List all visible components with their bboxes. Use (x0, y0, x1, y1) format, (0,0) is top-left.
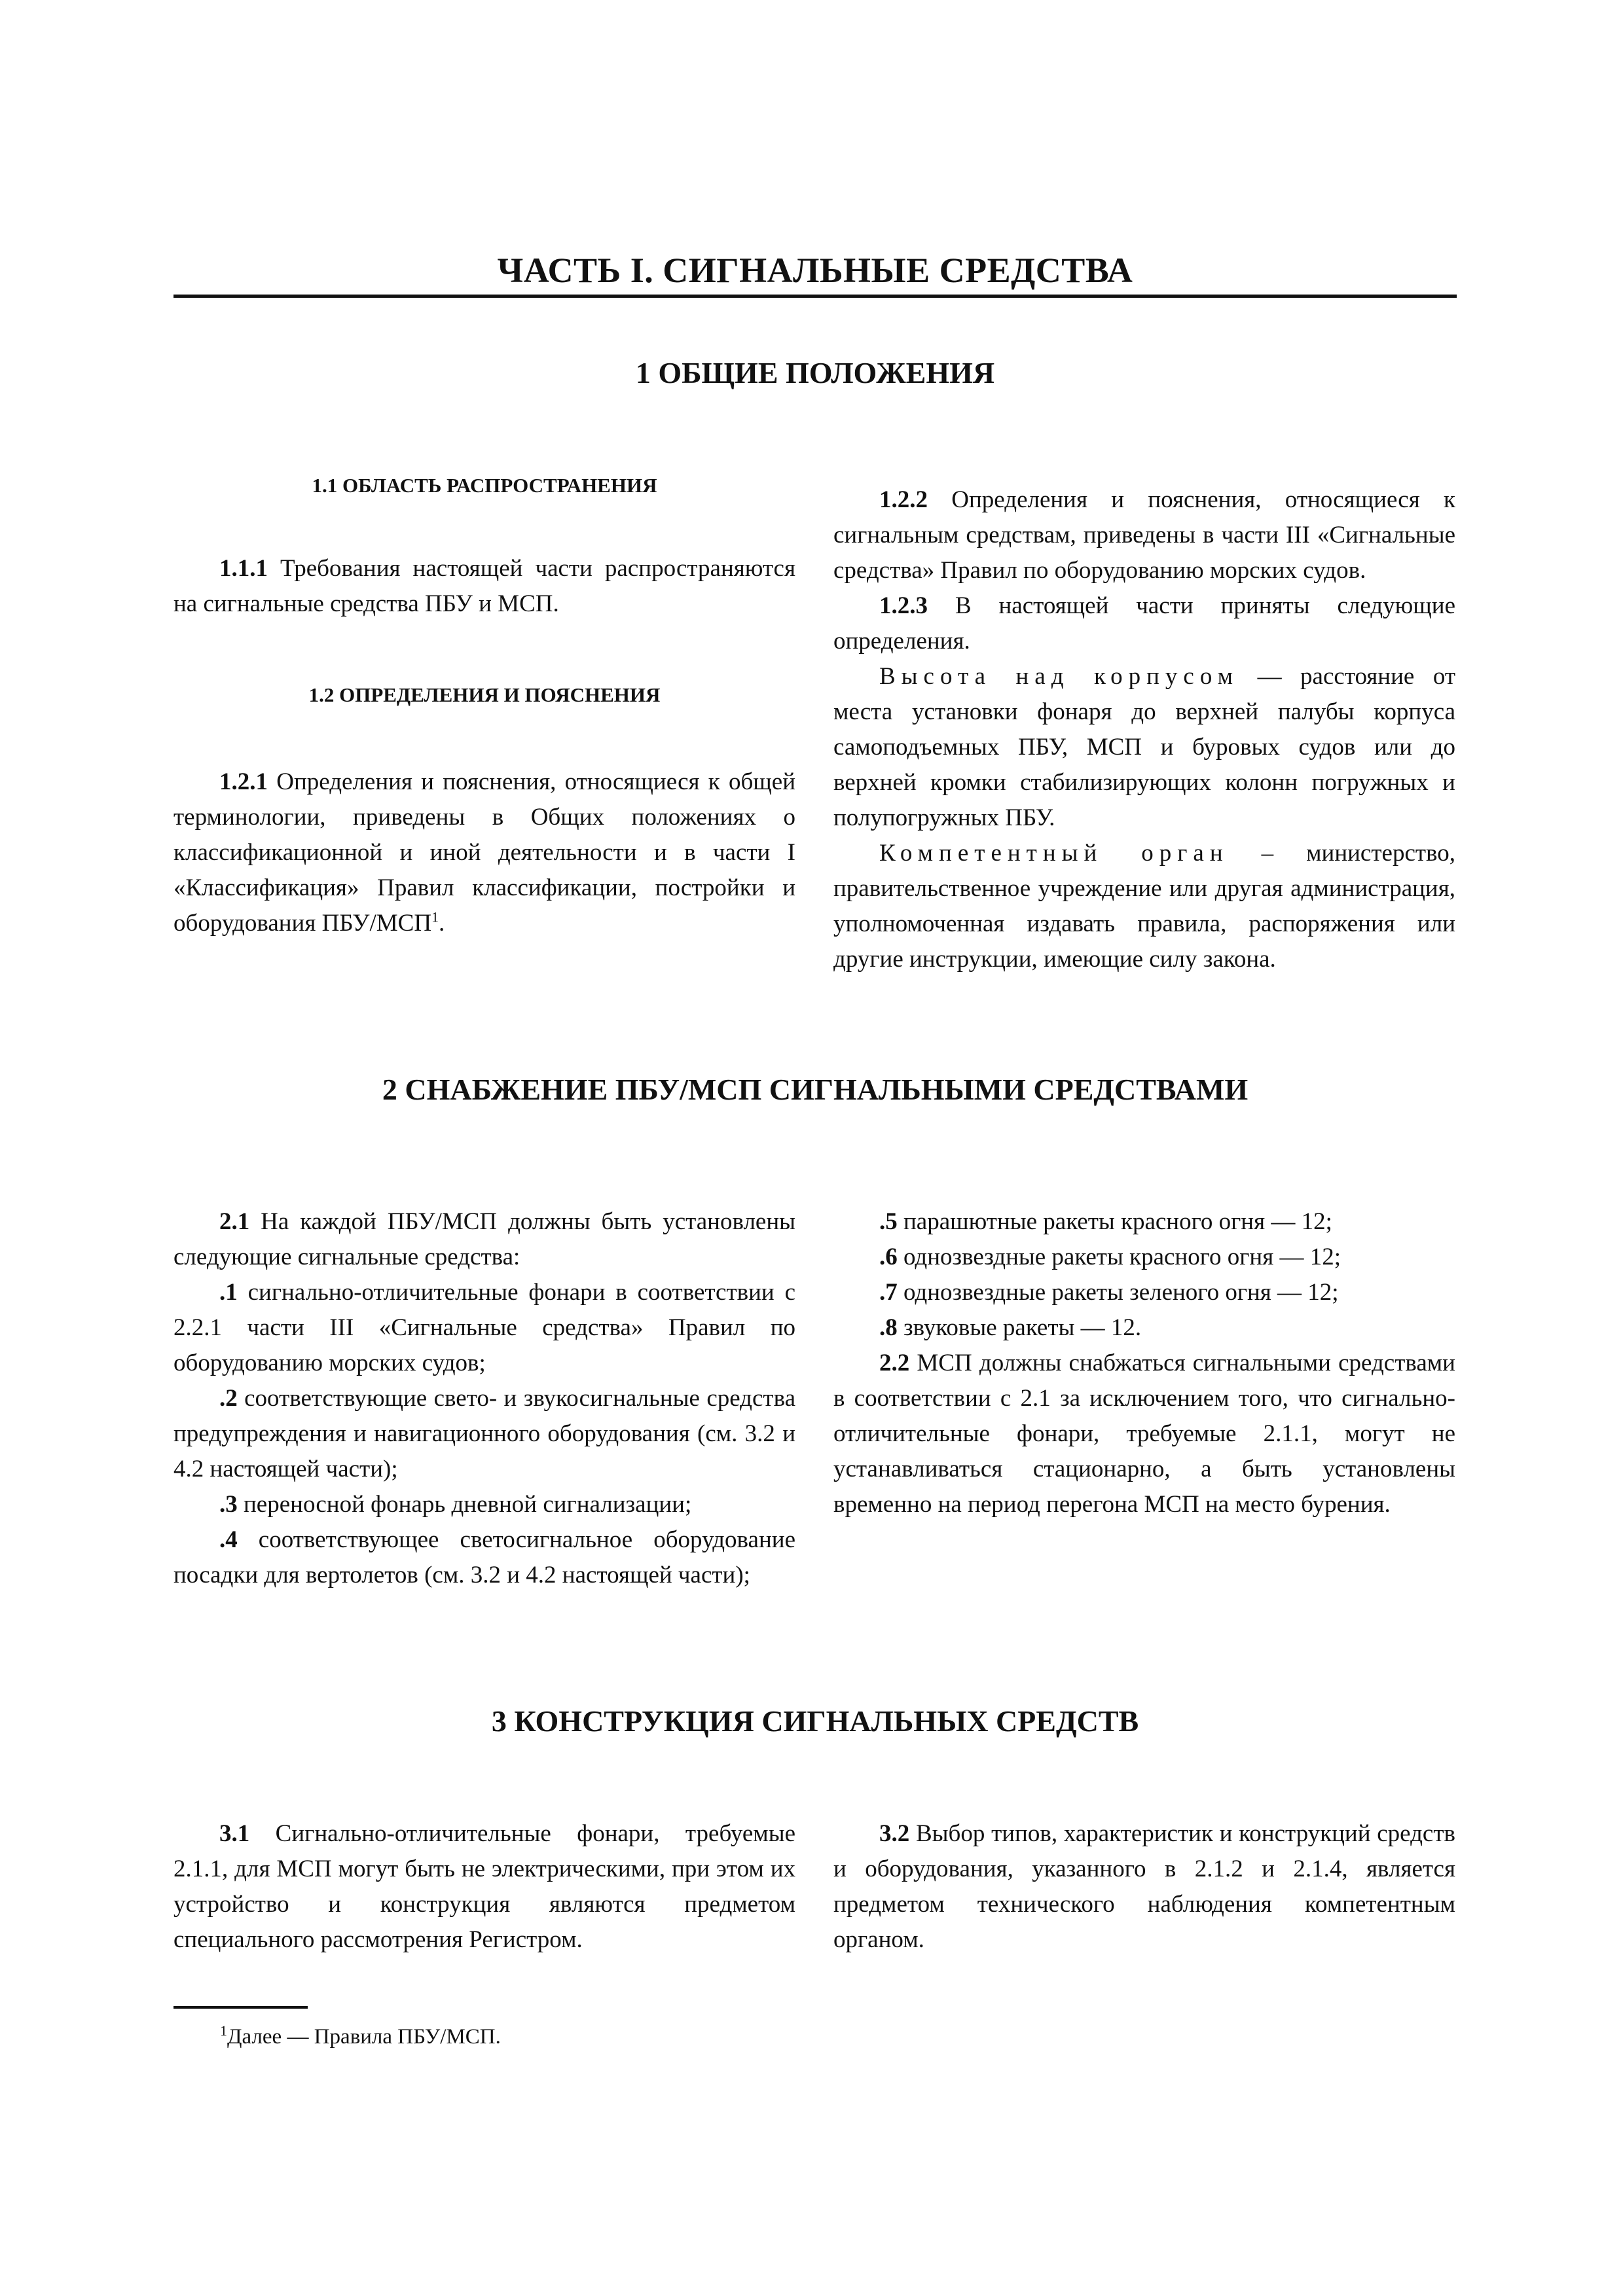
paragraph-text: Сигнально-отличительные фонари, требуемые 2.1.1, для МСП могут быть не электрическими, при этом их устройство и конструкция являются предметом специального рассмотрения Регистром. (173, 1820, 795, 1953)
section-3-right-column (833, 1816, 1455, 1958)
paragraph-1-2-1 (173, 764, 795, 941)
list-item (173, 1522, 795, 1593)
paragraph-text: Требования настоящей части распространяются на сигнальные средства ПБУ и МСП. (173, 555, 795, 617)
item-text: переносной фонарь дневной сигнализации; (237, 1491, 692, 1518)
definition-term: Высота над корпусом (879, 663, 1239, 690)
footnote-mark: 1 (220, 2022, 227, 2039)
section-1-heading: 1 ОБЩИЕ ПОЛОЖЕНИЯ (635, 356, 995, 389)
item-text: однозвездные ракеты красного огня — 12; (897, 1244, 1341, 1270)
item-text: соответствующее светосигнальное оборудование посадки для вертолетов (см. 3.2 и 4.2 настоящей части); (173, 1526, 795, 1588)
paragraph-3-1 (173, 1816, 795, 1958)
list-item (833, 1310, 1455, 1346)
section-2-heading: 2 СНАБЖЕНИЕ ПБУ/МСП СИГНАЛЬНЫМИ СРЕДСТВАМИ (382, 1073, 1249, 1106)
definition-text: — расстояние от места установки фонаря до верхней палубы корпуса самоподъемных ПБУ, МСП и буровых судов или до верхней кромки стабилизирующих колонн погружных и полупогружных ПБУ. (833, 663, 1455, 831)
paragraph-2-1 (173, 1204, 795, 1275)
definition-text: – министерство, правительственное учреждение или другая администрация, уполномоченная издавать правила, распоряжения или другие инструкции, имеющие силу закона. (833, 840, 1455, 973)
section-3-left-column (173, 1816, 795, 1958)
paragraph-text: Определения и пояснения, относящиеся к общей терминологии, приведены в Общих положениях о классификационной и иной деятельности и в части I «Классификация» Правил классификации, постройки и оборудования ПБУ/МСП (173, 768, 795, 937)
paragraph-1-2-2 (833, 482, 1455, 588)
item-text: звуковые ракеты — 12. (897, 1314, 1142, 1341)
paragraph-text: В настоящей части приняты следующие определения. (833, 592, 1455, 655)
paragraph-number: 3.1 (219, 1820, 250, 1847)
paragraph-text: На каждой ПБУ/МСП должны быть установлены следующие сигнальные средства: (173, 1208, 795, 1270)
footnote-rule (173, 2006, 308, 2009)
section-2-right-column (833, 1204, 1455, 1522)
item-number: .3 (219, 1491, 238, 1518)
paragraph-end: . (439, 910, 445, 937)
subsection-1-2-heading: 1.2 ОПРЕДЕЛЕНИЯ И ПОЯСНЕНИЯ (308, 683, 661, 706)
item-number: .2 (219, 1385, 238, 1412)
item-number: .4 (219, 1526, 238, 1553)
list-item (833, 1275, 1455, 1310)
paragraph-number: 1.2.2 (879, 486, 928, 513)
paragraph-text: Выбор типов, характеристик и конструкций средств и оборудования, указанного в 2.1.2 и 2.1.4, является предметом технического наблюдения компетентным органом. (833, 1820, 1455, 1953)
item-number: .5 (879, 1208, 898, 1235)
paragraph-1-2-3 (833, 588, 1455, 659)
definition-term: Компетентный орган (879, 840, 1229, 867)
item-text: соответствующие свето- и звукосигнальные средства предупреждения и навигационного оборудования (см. 3.2 и 4.2 настоящей части); (173, 1385, 795, 1482)
list-item (833, 1240, 1455, 1275)
paragraph-number: 2.2 (879, 1350, 910, 1376)
paragraph-number: 3.2 (879, 1820, 910, 1847)
item-text: сигнально-отличительные фонари в соответствии с 2.2.1 части III «Сигнальные средства» Правил по оборудованию морских судов; (173, 1279, 795, 1376)
section-3-heading: 3 КОНСТРУКЦИЯ СИГНАЛЬНЫХ СРЕДСТВ (491, 1704, 1139, 1738)
item-text: парашютные ракеты красного огня — 12; (897, 1208, 1332, 1235)
item-text: однозвездные ракеты зеленого огня — 12; (897, 1279, 1339, 1306)
section-1-right-column (833, 482, 1455, 977)
footnote (220, 2022, 501, 2051)
item-number: .6 (879, 1244, 898, 1270)
part-title: ЧАСТЬ I. СИГНАЛЬНЫЕ СРЕДСТВА (497, 251, 1133, 290)
paragraph-3-2 (833, 1816, 1455, 1958)
list-item (173, 1275, 795, 1381)
paragraph-text: Определения и пояснения, относящиеся к сигнальным средствам, приведены в части III «Сигнальные средства» Правил по оборудованию морских судов. (833, 486, 1455, 584)
list-item (173, 1381, 795, 1487)
footnote-mark: 1 (431, 908, 439, 925)
title-rule (173, 295, 1457, 298)
paragraph-2-2 (833, 1346, 1455, 1522)
list-item (833, 1204, 1455, 1240)
item-number: .7 (879, 1279, 898, 1306)
paragraph-text: МСП должны снабжаться сигнальными средствами в соответствии с 2.1 за исключением того, что сигнально-отличительные фонари, требуемые 2.1.1, могут не устанавливаться стационарно, а быть установлены временно на период перегона МСП на место бурения. (833, 1350, 1455, 1518)
paragraph-1-1-1 (173, 551, 795, 622)
paragraph-number: 1.2.1 (219, 768, 268, 795)
paragraph-number: 1.1.1 (219, 555, 268, 582)
paragraph-number: 1.2.3 (879, 592, 928, 619)
section-2-left-column (173, 1204, 795, 1593)
footnote-text: Далее — Правила ПБУ/МСП. (227, 2025, 501, 2049)
paragraph-number: 2.1 (219, 1208, 250, 1235)
list-item (173, 1487, 795, 1522)
item-number: .1 (219, 1279, 238, 1306)
section-1-left-column (173, 473, 795, 941)
item-number: .8 (879, 1314, 898, 1341)
subsection-1-1-heading: 1.1 ОБЛАСТЬ РАСПРОСТРАНЕНИЯ (312, 474, 657, 497)
definition-height-above-hull (833, 659, 1455, 836)
definition-competent-authority (833, 836, 1455, 977)
